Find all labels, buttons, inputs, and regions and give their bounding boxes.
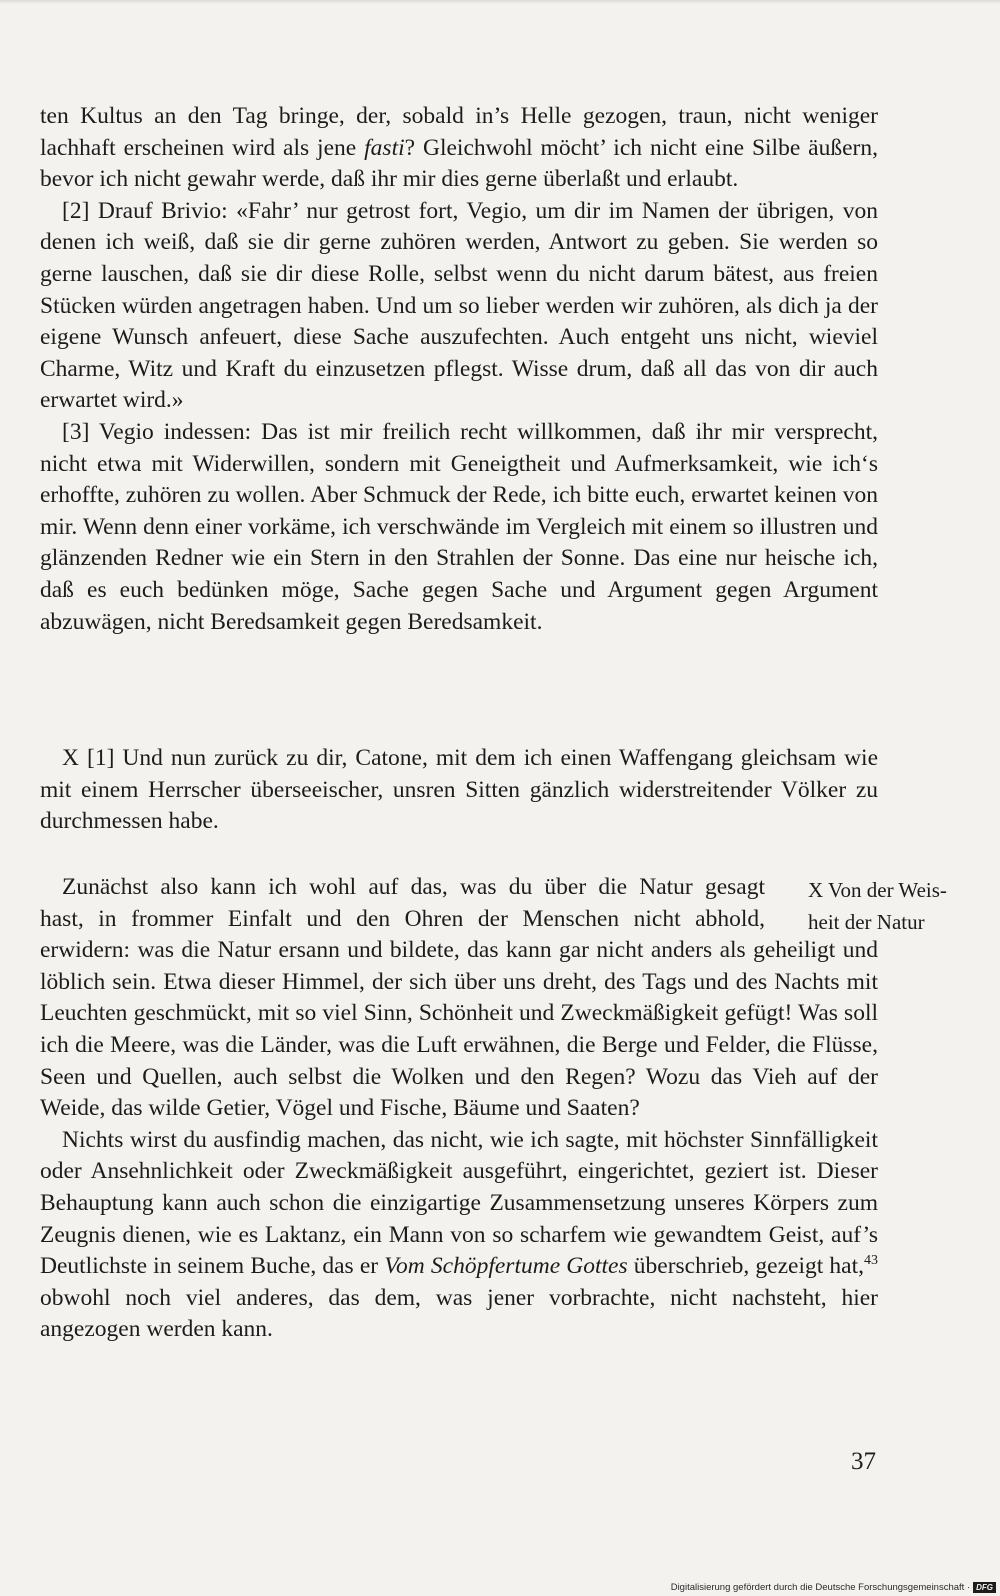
text-block-dialogue — [40, 101, 878, 638]
paragraph-text: obwohl noch viel anderes, das dem, was jener vorbrachte, nicht nachsteht, hier angezogen werden kann. — [40, 1284, 878, 1343]
paragraph-text: ten Kultus an den Tag bringe, der, sobald in’s Helle gezogen, traun, nicht weniger lachhaft erscheinen wird als jene — [40, 103, 878, 161]
text-block-section-x — [40, 743, 878, 838]
paragraph — [40, 1125, 878, 1346]
text-block-nature — [40, 872, 878, 1346]
paragraph-text: Nichts wirst du ausfindig machen, das nicht, wie ich sagte, mit höchster Sinnfälligkeit oder Ansehnlichkeit oder Zweckmäßigkeit ausgeführt, eingerichtet, geziert ist. Dieser Behauptung kann auch schon die einzigartige Zusammensetzung unseres Körpers zum Zeugnis dienen, wie es Laktanz, ein Mann von so scharfem wie gewandtem Geist, auf’s Deutlichste in seinem Buche, das er — [40, 1126, 878, 1280]
italic-term: fasti — [364, 134, 405, 161]
paragraph: [2] Drauf Brivio: «Fahr’ nur getrost fort, Vegio, um dir im Namen der übrigen, von denen ich weiß, daß sie dir gerne zuhören werden, Antwort zu geben. Sie werden so gerne lauschen, daß sie dir diese Rolle, selbst wenn du nicht darum bätest, aus freien Stücken würden angetragen haben. Und um so lieber werden wir zuhören, als dich ja der eigene Wunsch anfeuert, diese Sache auszufechten. Auch entgeht uns nicht, wieviel Charme, Witz und Kraft du einzusetzen pflegst. Wisse drum, daß all das von dir auch erwartet wird.» — [40, 197, 878, 414]
margin-note: X Von der Weis- heit der Natur — [808, 878, 947, 934]
footnote-marker[interactable]: 43 — [864, 1253, 879, 1269]
paragraph — [40, 101, 878, 196]
paragraph-text: ? Gleichwohl möcht’ ich nicht eine Silbe äußern, bevor ich nicht gewahr werde, daß ihr mir dies gerne überlaßt und erlaubt. — [40, 134, 878, 193]
page-edge — [0, 0, 1000, 4]
paragraph: [3] Vegio indessen: Das ist mir freilich recht willkommen, daß ihr mir versprecht, nicht etwa mit Widerwillen, sondern mit Geneigtheit und Aufmerksamkeit, wie ich‘s erhoffte, zuhören zu wollen. Aber Schmuck der Rede, ich bitte euch, erwartet keinen von mir. Wenn denn einer vorkäme, ich verschwände im Vergleich mit einem so illustren und glänzenden Redner wie ein Stern in den Strahlen der Sonne. Das eine nur heische ich, daß es euch bedünken möge, Sache gegen Sache und Argument gegen Argument abzuwägen, nicht Beredsamkeit gegen Beredsamkeit. — [40, 418, 878, 635]
dfg-logo-icon: DFG — [973, 1582, 996, 1593]
paragraph-line: Zunächst also kann ich wohl auf das, was du über die Natur gesagt — [62, 874, 765, 900]
paragraph-line: hast, in frommer Einfalt und den Ohren der Menschen nicht abhold, — [40, 905, 765, 932]
paragraph: X [1] Und nun zurück zu dir, Catone, mit dem ich einen Waffengang gleichsam wie mit einem Herrscher überseeischer, unsren Sitten gänzlich widerstreitender Völker zu durchmessen habe. — [40, 745, 878, 835]
footer-credit — [671, 1582, 996, 1593]
footer-credit-text: Digitalisierung gefördert durch die Deutsche Forschungsgemeinschaft · — [670, 1582, 971, 1593]
paragraph — [40, 872, 878, 1125]
italic-title: Vom Schöpfertume Gottes — [384, 1253, 628, 1280]
page-number: 37 — [851, 1448, 876, 1475]
paragraph-text: erwidern: was die Natur ersann und bildete, das kann gar nicht anders als geheiligt und löblich sein. Etwa dieser Himmel, der sich über uns dreht, des Tags und des Nachts mit Leuchten geschmückt, mit so viel Sinn, Schönheit und Zweckmäßigkeit gefügt! Was soll ich die Meere, was die Länder, was die Luft erwähnen, die Berge und Felder, die Flüsse, Seen und Quellen, auch selbst die Wolken und den Regen? Wozu das Vieh auf der Weide, das wilde Getier, Vögel und Fische, Bäume und Saaten? — [40, 937, 878, 1122]
paragraph-text: überschrieb, gezeigt hat, — [633, 1253, 865, 1280]
